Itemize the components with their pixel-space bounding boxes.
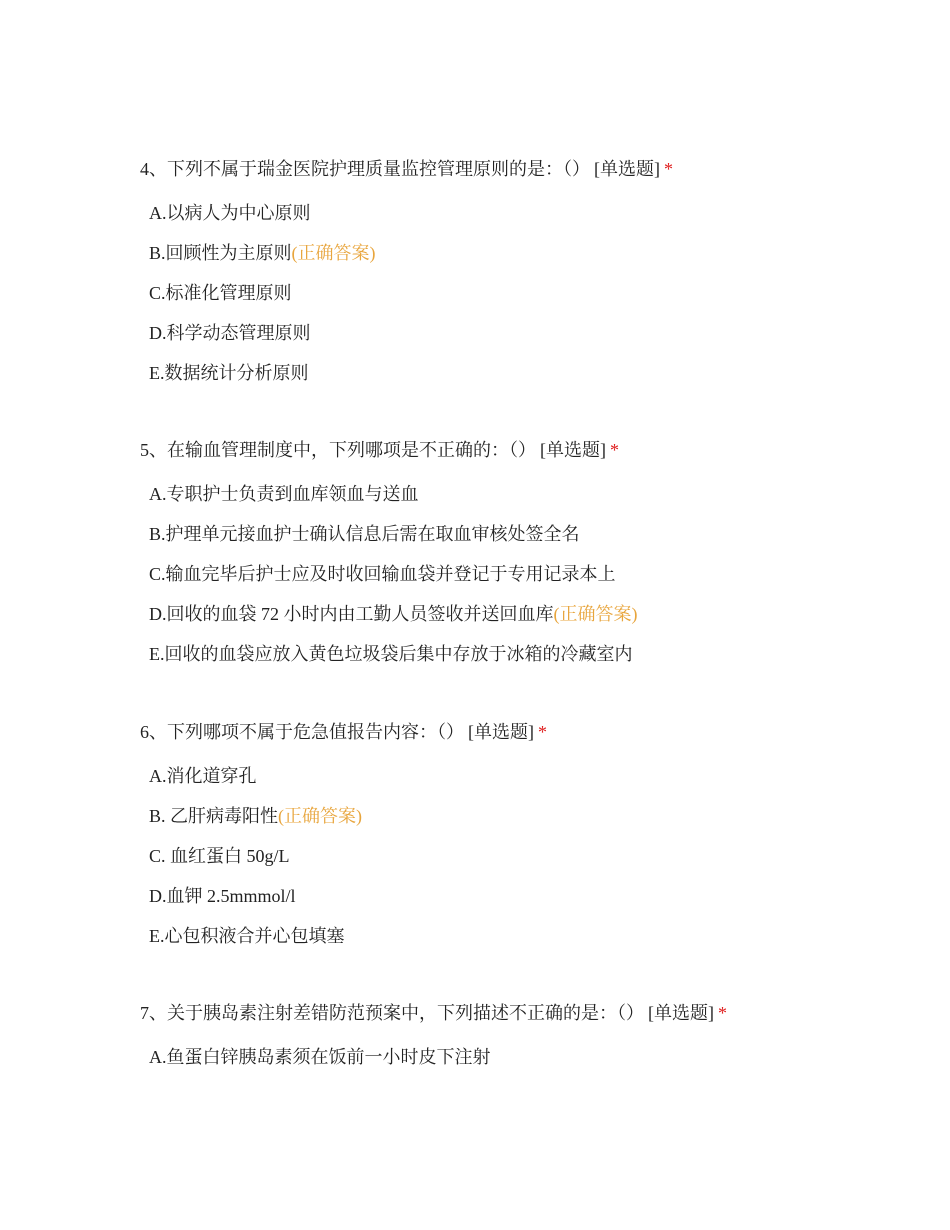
question-4: [140, 157, 900, 401]
option-text: A.专职护士负责到血库领血与送血: [149, 484, 419, 504]
option-text: E.心包积液合并心包填塞: [149, 926, 345, 946]
question-title: [140, 157, 900, 181]
question-text: 5、在输血管理制度中，下列哪项是不正确的：（）: [140, 440, 536, 460]
option-d: [149, 321, 900, 345]
question-type: [单选题]: [594, 159, 660, 179]
option-c: [149, 281, 900, 305]
option-text: A.以病人为中心原则: [149, 203, 311, 223]
options-list: [140, 201, 900, 385]
question-6: [140, 720, 900, 964]
required-mark: *: [664, 159, 673, 179]
option-a: [149, 482, 900, 506]
option-text: E.数据统计分析原则: [149, 363, 309, 383]
correct-answer-tag: (正确答案): [291, 243, 376, 263]
question-type: [单选题]: [648, 1003, 714, 1023]
option-e: [149, 361, 900, 385]
option-b: [149, 522, 900, 546]
required-mark: *: [718, 1003, 727, 1023]
question-title: [140, 1001, 900, 1025]
options-list: [140, 1045, 900, 1069]
option-a: [149, 201, 900, 225]
required-mark: *: [538, 722, 547, 742]
option-text: B.护理单元接血护士确认信息后需在取血审核处签全名: [149, 524, 580, 544]
option-e: [149, 642, 900, 666]
option-text: E.回收的血袋应放入黄色垃圾袋后集中存放于冰箱的冷藏室内: [149, 644, 633, 664]
option-b: [149, 241, 900, 265]
question-text: 7、关于胰岛素注射差错防范预案中，下列描述不正确的是：（）: [140, 1003, 644, 1023]
question-type: [单选题]: [468, 722, 534, 742]
option-d: [149, 884, 900, 908]
question-7: [140, 1001, 900, 1085]
option-text: C. 血红蛋白 50g/L: [149, 846, 290, 866]
question-title: [140, 438, 900, 462]
option-text: D.科学动态管理原则: [149, 323, 311, 343]
option-text: B.回顾性为主原则: [149, 243, 292, 263]
option-a: [149, 764, 900, 788]
question-type: [单选题]: [540, 440, 606, 460]
option-text: A.鱼蛋白锌胰岛素须在饭前一小时皮下注射: [149, 1047, 491, 1067]
option-text: B. 乙肝病毒阳性: [149, 806, 279, 826]
option-text: D.血钾 2.5mmmol/l: [149, 886, 296, 906]
option-c: [149, 844, 900, 868]
option-c: [149, 562, 900, 586]
question-text: 6、下列哪项不属于危急值报告内容：（）: [140, 722, 464, 742]
correct-answer-tag: (正确答案): [278, 806, 363, 826]
option-d: [149, 602, 900, 626]
options-list: [140, 482, 900, 666]
options-list: [140, 764, 900, 948]
option-text: D.回收的血袋 72 小时内由工勤人员签收并送回血库: [149, 604, 554, 624]
option-a: [149, 1045, 900, 1069]
question-5: [140, 438, 900, 682]
question-title: [140, 720, 900, 744]
correct-answer-tag: (正确答案): [553, 604, 638, 624]
question-text: 4、下列不属于瑞金医院护理质量监控管理原则的是：（）: [140, 159, 590, 179]
required-mark: *: [610, 440, 619, 460]
option-text: A.消化道穿孔: [149, 766, 257, 786]
option-text: C.输血完毕后护士应及时收回输血袋并登记于专用记录本上: [149, 564, 616, 584]
option-b: [149, 804, 900, 828]
option-e: [149, 924, 900, 948]
option-text: C.标准化管理原则: [149, 283, 292, 303]
